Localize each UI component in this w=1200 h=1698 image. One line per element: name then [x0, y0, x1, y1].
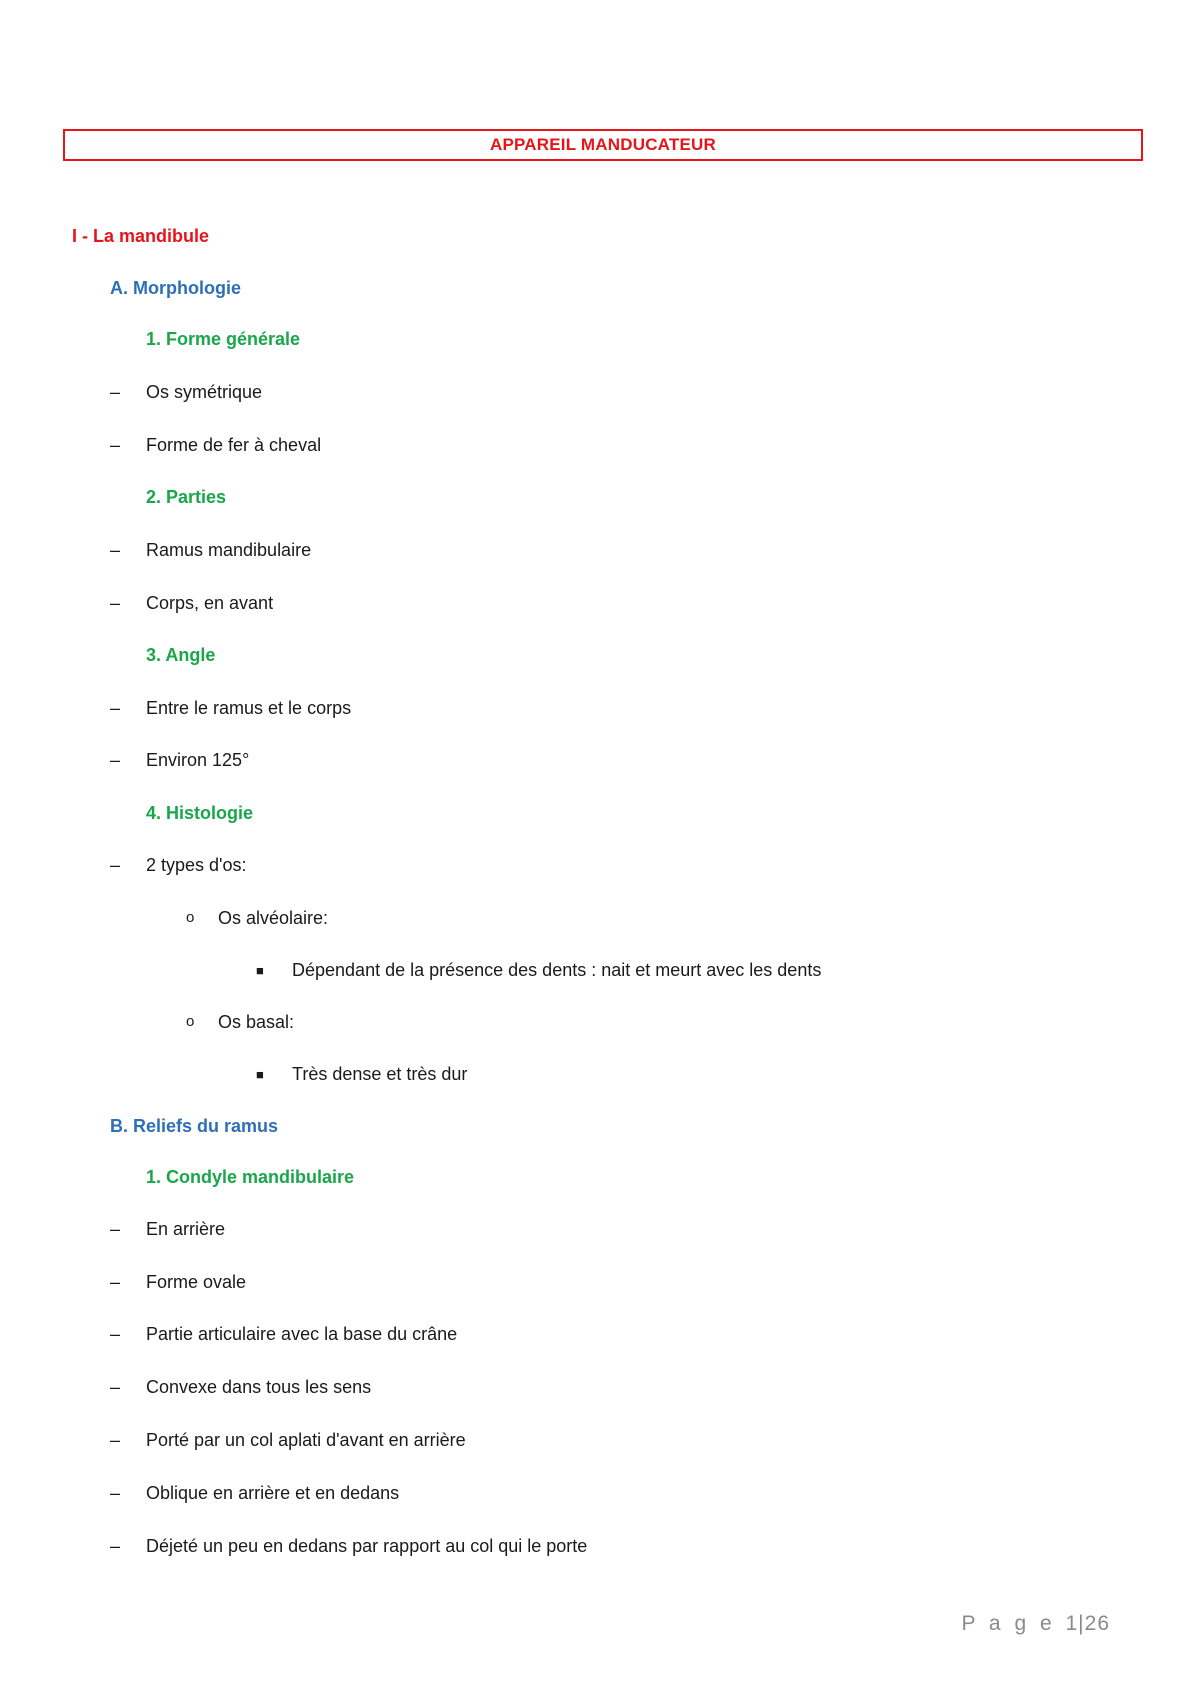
sub-list-item-text: Os alvéolaire:: [218, 908, 329, 928]
dash-bullet: –: [110, 1430, 121, 1450]
list-item-text: Déjeté un peu en dedans par rapport au col qui le porte: [146, 1536, 588, 1556]
circle-bullet: o: [186, 1013, 195, 1030]
dash-bullet: –: [110, 1483, 121, 1503]
dash-bullet: –: [110, 698, 121, 718]
list-item-text: Oblique en arrière et en dedans: [146, 1483, 400, 1503]
section-heading-morphologie: A. Morphologie: [110, 278, 241, 298]
page-number: 1: [1065, 1612, 1079, 1635]
subheading-parties: 2. Parties: [146, 487, 227, 507]
dash-bullet: –: [110, 1219, 121, 1239]
list-item-text: Porté par un col aplati d'avant en arrière: [146, 1430, 466, 1450]
subheading-angle: 3. Angle: [146, 645, 216, 665]
dash-bullet: –: [110, 435, 121, 455]
document-title: APPAREIL MANDUCATEUR: [490, 135, 716, 154]
list-item-text: Forme ovale: [146, 1272, 247, 1292]
list-item-text: 2 types d'os:: [146, 855, 247, 875]
dash-bullet: –: [110, 1536, 121, 1556]
list-item-text: Corps, en avant: [146, 593, 274, 613]
list-item-text: Partie articulaire avec la base du crâne: [146, 1324, 458, 1344]
title-box: [63, 129, 1143, 161]
sub-sub-list-item-text: Dépendant de la présence des dents : nait et meurt avec les dents: [292, 960, 822, 980]
square-bullet: ■: [256, 1067, 264, 1082]
subheading-condyle: 1. Condyle mandibulaire: [146, 1167, 355, 1187]
subheading-histologie: 4. Histologie: [146, 803, 254, 823]
dash-bullet: –: [110, 1377, 121, 1397]
dash-bullet: –: [110, 1324, 121, 1344]
list-item-text: Entre le ramus et le corps: [146, 698, 352, 718]
dash-bullet: –: [110, 855, 121, 875]
list-item-text: En arrière: [146, 1219, 226, 1239]
circle-bullet: o: [186, 909, 195, 926]
dash-bullet: –: [110, 540, 121, 560]
dash-bullet: –: [110, 382, 121, 402]
dash-bullet: –: [110, 750, 121, 770]
list-item-text: Forme de fer à cheval: [146, 435, 322, 455]
square-bullet: ■: [256, 963, 264, 978]
list-item-text: Os symétrique: [146, 382, 263, 402]
sub-list-item-text: Os basal:: [218, 1012, 295, 1032]
page-separator: |: [1078, 1612, 1085, 1635]
page-footer: [961, 1612, 1110, 1636]
subheading-forme-generale: 1. Forme générale: [146, 329, 301, 349]
dash-bullet: –: [110, 593, 121, 613]
dash-bullet: –: [110, 1272, 121, 1292]
page-label: P a g e: [961, 1612, 1056, 1635]
section-heading-reliefs-ramus: B. Reliefs du ramus: [110, 1116, 279, 1136]
total-pages: 26: [1084, 1612, 1110, 1635]
list-item-text: Environ 125°: [146, 750, 250, 770]
list-item-text: Convexe dans tous les sens: [146, 1377, 372, 1397]
sub-sub-list-item-text: Très dense et très dur: [292, 1064, 468, 1084]
section-heading-mandibule: I - La mandibule: [72, 226, 210, 246]
list-item-text: Ramus mandibulaire: [146, 540, 312, 560]
